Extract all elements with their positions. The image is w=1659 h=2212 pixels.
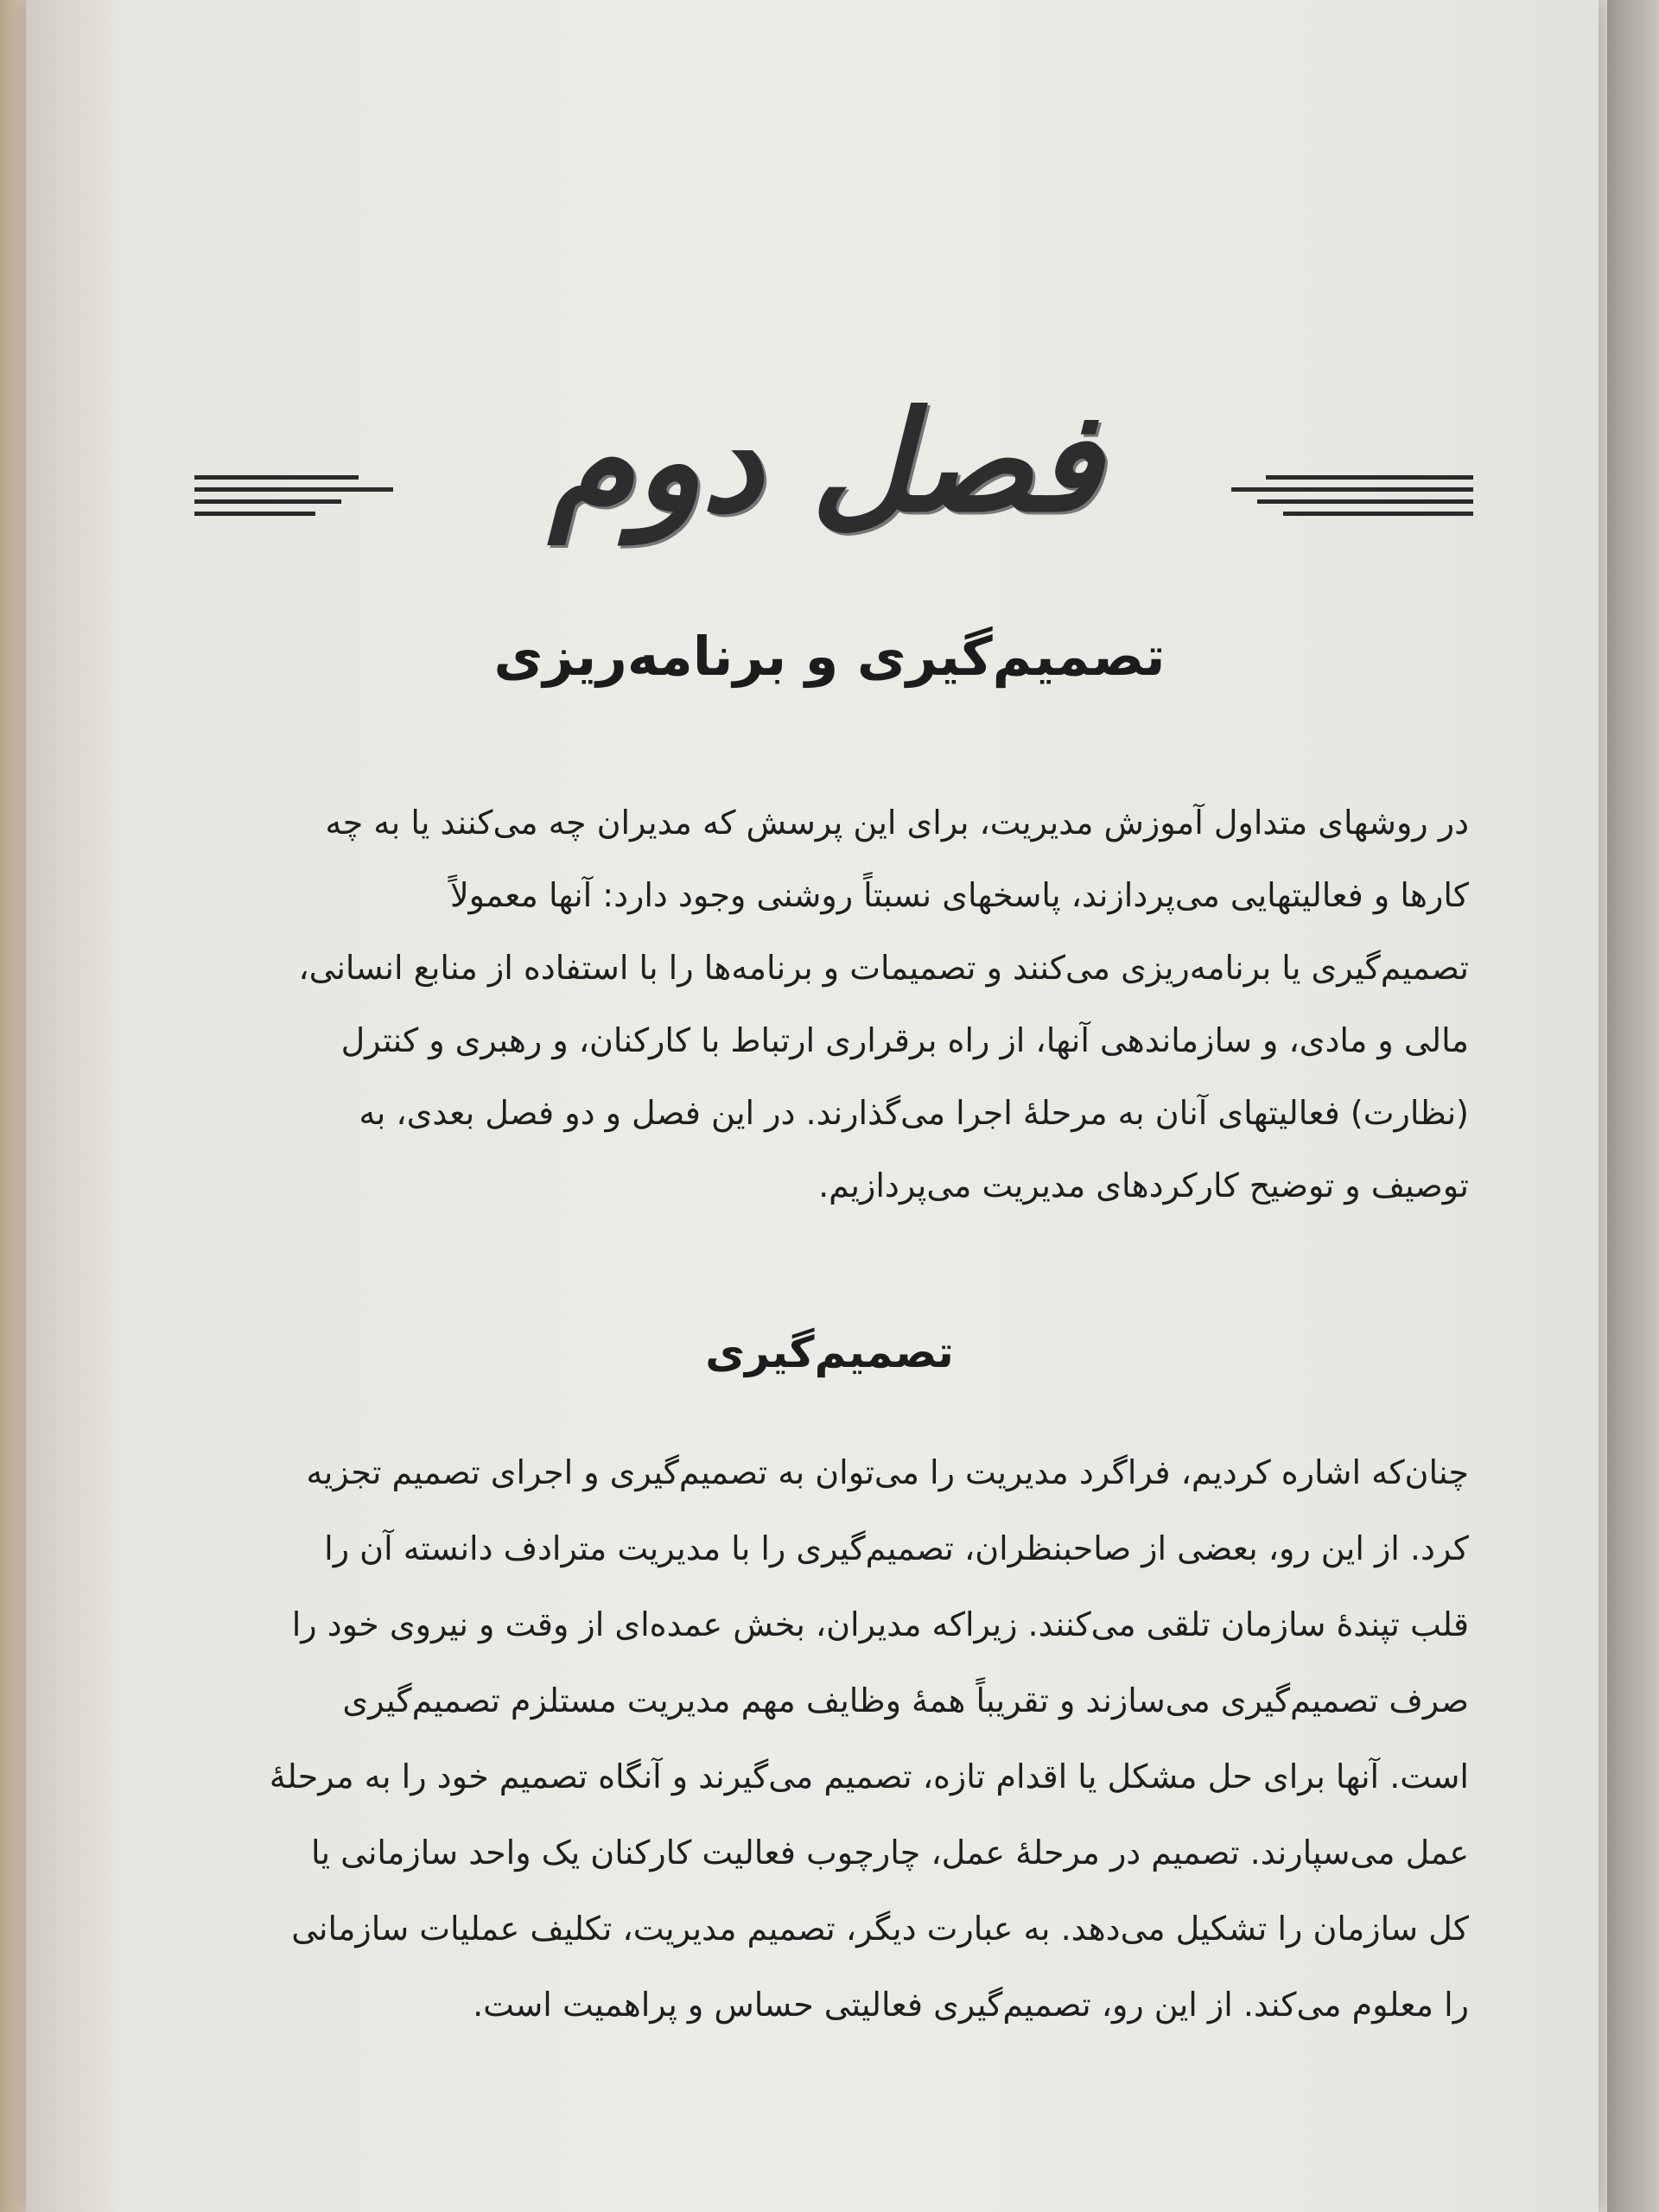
chapter-title: تصمیم‌گیری و برنامه‌ریزی [493,625,1166,688]
text-line: در روشهای متداول آموزش مدیریت، برای این پرسش که مدیران چه می‌کنند یا به چه [325,804,1469,842]
text-line: صرف تصمیم‌گیری می‌سازند و تقریباً همهٔ وظایف مهم مدیریت مستلزم تصمیم‌گیری [342,1681,1469,1719]
section-heading: تصمیم‌گیری [705,1327,954,1377]
text-line: چنان‌که اشاره کردیم، فراگرد مدیریت را می‌توان به تصمیم‌گیری و اجرای تصمیم تجزیه [306,1453,1469,1491]
text-line: است. آنها برای حل مشکل یا اقدام تازه، تصمیم می‌گیرند و آنگاه تصمیم خود را به مرحلهٔ [269,1758,1469,1796]
book-spine [1607,0,1659,2212]
text-line: قلب تپندهٔ سازمان تلقی می‌کنند. زیراکه مدیران، بخش عمده‌ای از وقت و نیروی خود را [291,1605,1469,1643]
text-line: مالی و مادی، و سازماندهی آنها، از راه برقراری ارتباط با کارکنان، و رهبری و کنترل [340,1021,1469,1059]
section-paragraph [138,1434,1469,2043]
text-line: کل سازمان را تشکیل می‌دهد. به عبارت دیگر، تصمیم مدیریت، تکلیف عملیات سازمانی [291,1910,1469,1948]
text-line: (نظارت) فعالیتهای آنان به مرحلهٔ اجرا می‌گذارند. در این فصل و دو فصل بعدی، به [359,1094,1469,1132]
text-line: توصیف و توضیح کارکردهای مدیریت می‌پردازیم. [818,1166,1469,1205]
text-line: عمل می‌سپارند. تصمیم در مرحلهٔ عمل، چارچوب فعالیت کارکنان یک واحد سازمانی یا [310,1834,1469,1872]
chapter-number-title: فصل دوم [549,381,1102,543]
chapter-banner [194,380,1473,570]
text-line: کارها و فعالیتهایی می‌پردازند، پاسخهای نسبتاً روشنی وجود دارد: آنها معمولاً [449,876,1469,914]
intro-paragraph [173,786,1469,1222]
text-line: کرد. از این رو، بعضی از صاحبنظران، تصمیم‌گیری را با مدیریت مترادف دانسته آن را [324,1529,1469,1567]
text-line: را معلوم می‌کند. از این رو، تصمیم‌گیری فعالیتی حساس و پراهمیت است. [473,1986,1469,2024]
page-left-edge [0,0,29,2212]
text-line: تصمیم‌گیری یا برنامه‌ریزی می‌کنند و تصمیمات و برنامه‌ها را با استفاده از منابع انسانی، [298,949,1469,987]
